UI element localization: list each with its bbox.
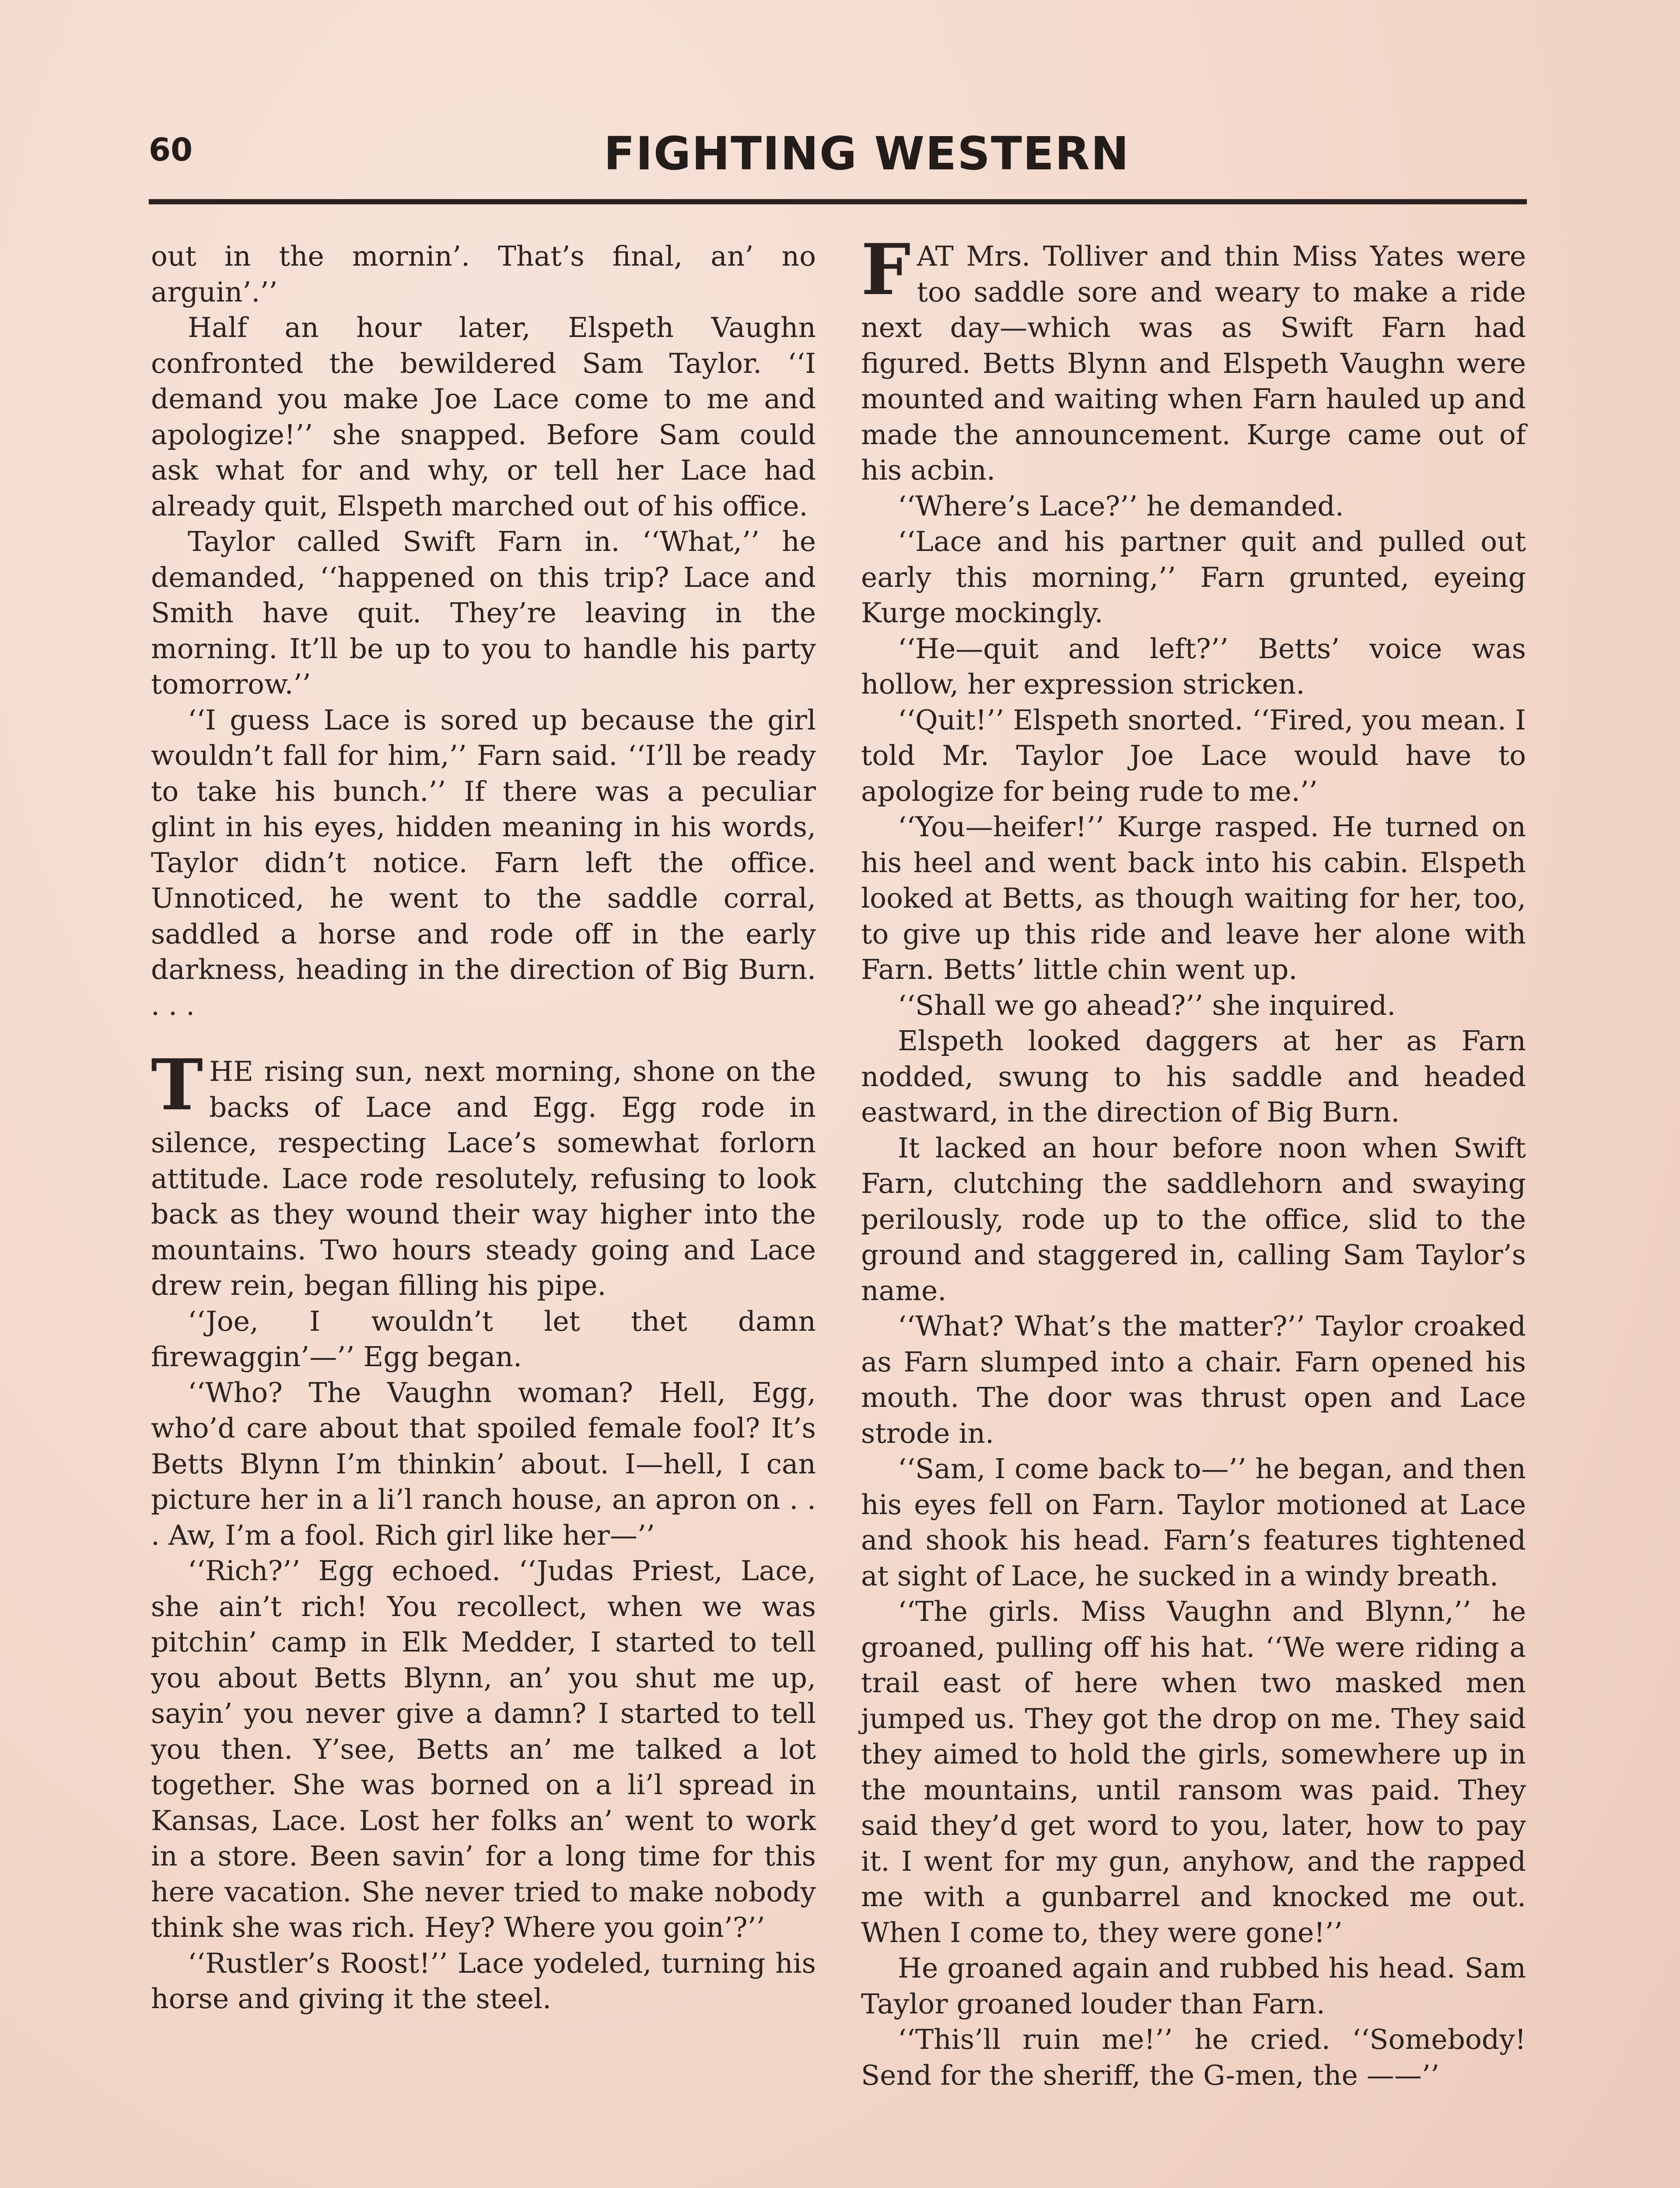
paragraph-text: ‘‘What? What’s the matter?’’ Taylor croaked as Farn slumped into a chair. Farn opened his mouth. The door was thrust open and Lace strode in. bbox=[861, 1310, 1526, 1449]
paragraph bbox=[151, 524, 816, 702]
paragraph-text: out in the mornin’. That’s final, an’ no arguin’.’’ bbox=[151, 240, 816, 308]
left-text-column bbox=[151, 238, 816, 2017]
header-rule bbox=[149, 199, 1527, 204]
paragraph-text: ‘‘Rustler’s Roost!’’ Lace yodeled, turning his horse and giving it the steel. bbox=[151, 1947, 816, 2015]
paragraph bbox=[861, 2022, 1526, 2093]
paragraph bbox=[151, 238, 816, 310]
paragraph-text: ‘‘Joe, I wouldn’t let thet damn firewaggin’—’’ Egg began. bbox=[151, 1305, 816, 1373]
paragraph bbox=[861, 1594, 1526, 1950]
paragraph-text: ‘‘Rich?’’ Egg echoed. ‘‘Judas Priest, Lace, she ain’t rich! You recollect, when we was pitchin’ camp in Elk Medder, I started to tell you about Betts Blynn, an’ you shut me up, sayin’ you never give a damn? I started to tell you then. Y’see, Betts an’ me talked a lot together. She was borned on a li’l spread in Kansas, Lace. Lost her folks an’ went to work in a store. Been savin’ for a long time for this here vacation. She never tried to make nobody think she was rich. Hey? Where you goin’?’’ bbox=[151, 1555, 816, 1943]
paragraph-text: ‘‘He—quit and left?’’ Betts’ voice was hollow, her expression stricken. bbox=[861, 632, 1526, 700]
paragraph-text: Elspeth looked daggers at her as Farn nodded, swung to his saddle and headed eastward, in the direction of Big Burn. bbox=[861, 1025, 1526, 1128]
paragraph bbox=[151, 1553, 816, 1946]
paragraph bbox=[861, 809, 1526, 988]
paragraph-text: HE rising sun, next morning, shone on the backs of Lace and Egg. Egg rode in silence, respecting Lace’s somewhat forlorn attitude. Lace rode resolutely, refusing to look back as they wound their way higher into the mountains. Two hours steady going and Lace drew rein, began filling his pipe. bbox=[151, 1055, 816, 1301]
paragraph bbox=[861, 488, 1526, 524]
paragraph-text: ‘‘You—heifer!’’ Kurge rasped. He turned on his heel and went back into his cabin. Elspeth looked at Betts, as though waiting for her, too, to give up this ride and leave her alone with Farn. Betts’ little chin went up. bbox=[861, 811, 1526, 985]
paragraph bbox=[151, 1375, 816, 1553]
paragraph bbox=[861, 228, 1526, 488]
page-number: 60 bbox=[149, 131, 193, 168]
paragraph-text: Taylor called Swift Farn in. ‘‘What,’’ he demanded, ‘‘happened on this trip? Lace and Smith have quit. They’re leaving in the morning. It’ll be up to you to handle his party tomorrow.’’ bbox=[151, 526, 816, 700]
paragraph bbox=[151, 1304, 816, 1375]
paragraph bbox=[861, 1950, 1526, 2022]
paragraph bbox=[861, 524, 1526, 631]
paragraph-text: It lacked an hour before noon when Swift Farn, clutching the saddlehorn and swaying perilously, rode up to the office, slid to the ground and staggered in, calling Sam Taylor’s name. bbox=[861, 1132, 1526, 1307]
paragraph-text: ‘‘Sam, I come back to—’’ he began, and then his eyes fell on Farn. Taylor motioned at Lace and shook his head. Farn’s features tightened at sight of Lace, he sucked in a windy breath. bbox=[861, 1453, 1526, 1592]
paragraph-text: AT Mrs. Tolliver and thin Miss Yates were too saddle sore and weary to make a ride next day—which was as Swift Farn had figured. Betts Blynn and Elspeth Vaughn were mounted and waiting when Farn hauled up and made the announcement. Kurge came out of his acbin. bbox=[861, 240, 1526, 486]
drop-cap: F bbox=[861, 228, 911, 311]
paragraph bbox=[151, 1946, 816, 2017]
paragraph bbox=[861, 1308, 1526, 1451]
paragraph bbox=[861, 1451, 1526, 1594]
paragraph bbox=[861, 631, 1526, 702]
paragraph-text: ‘‘Quit!’’ Elspeth snorted. ‘‘Fired, you mean. I told Mr. Taylor Joe Lace would have to apologize for being rude to me.’’ bbox=[861, 704, 1526, 807]
paragraph bbox=[151, 702, 816, 1024]
paragraph bbox=[861, 988, 1526, 1024]
paragraph-text: ‘‘I guess Lace is sored up because the girl wouldn’t fall for him,’’ Farn said. ‘‘I’ll be ready to take his bunch.’’ If there was a peculiar glint in his eyes, hidden meaning in his words, Taylor didn’t notice. Farn left the office. Unnoticed, he went to the saddle corral, saddled a horse and rode off in the early darkness, heading in the direction of Big Burn. . . . bbox=[151, 704, 816, 1021]
magazine-title: FIGHTING WESTERN bbox=[604, 127, 1130, 180]
paragraph bbox=[861, 1130, 1526, 1309]
paragraph-text: Half an hour later, Elspeth Vaughn confronted the bewildered Sam Taylor. ‘‘I demand you make Joe Lace come to me and apologize!’’ she snapped. Before Sam could ask what for and why, or tell her Lace had already quit, Elspeth marched out of his office. bbox=[151, 312, 816, 522]
drop-cap: T bbox=[151, 1044, 203, 1126]
paragraph bbox=[151, 310, 816, 524]
paragraph-text: ‘‘Shall we go ahead?’’ she inquired. bbox=[898, 989, 1396, 1021]
paragraph-text: ‘‘This’ll ruin me!’’ he cried. ‘‘Somebody! Send for the sheriff, the G-men, the ——’’ bbox=[861, 2023, 1526, 2091]
paragraph-text: He groaned again and rubbed his head. Sam Taylor groaned louder than Farn. bbox=[861, 1952, 1526, 2020]
paragraph bbox=[861, 1023, 1526, 1130]
right-text-column bbox=[861, 228, 1526, 2093]
paragraph-text: ‘‘Where’s Lace?’’ he demanded. bbox=[898, 490, 1344, 522]
page-header bbox=[149, 127, 1527, 206]
paragraph bbox=[861, 702, 1526, 810]
paragraph-text: ‘‘The girls. Miss Vaughn and Blynn,’’ he groaned, pulling off his hat. ‘‘We were riding a trail east of here when two masked men jumped us. They got the drop on me. They said they aimed to hold the girls, somewhere up in the mountains, until ransom was paid. They said they’d get word to you, later, how to pay it. I went for my gun, anyhow, and the rapped me with a gunbarrel and knocked me out. When I come to, they were gone!’’ bbox=[861, 1595, 1526, 1949]
paragraph-text: ‘‘Lace and his partner quit and pulled out early this morning,’’ Farn grunted, eyeing Kurge mockingly. bbox=[861, 526, 1526, 629]
paragraph-text: ‘‘Who? The Vaughn woman? Hell, Egg, who’d care about that spoiled female fool? It’s Betts Blynn I’m thinkin’ about. I—hell, I can picture her in a li’l ranch house, an apron on . . . Aw, I’m a fool. Rich girl like her—’’ bbox=[151, 1376, 816, 1551]
paragraph bbox=[151, 1044, 816, 1304]
